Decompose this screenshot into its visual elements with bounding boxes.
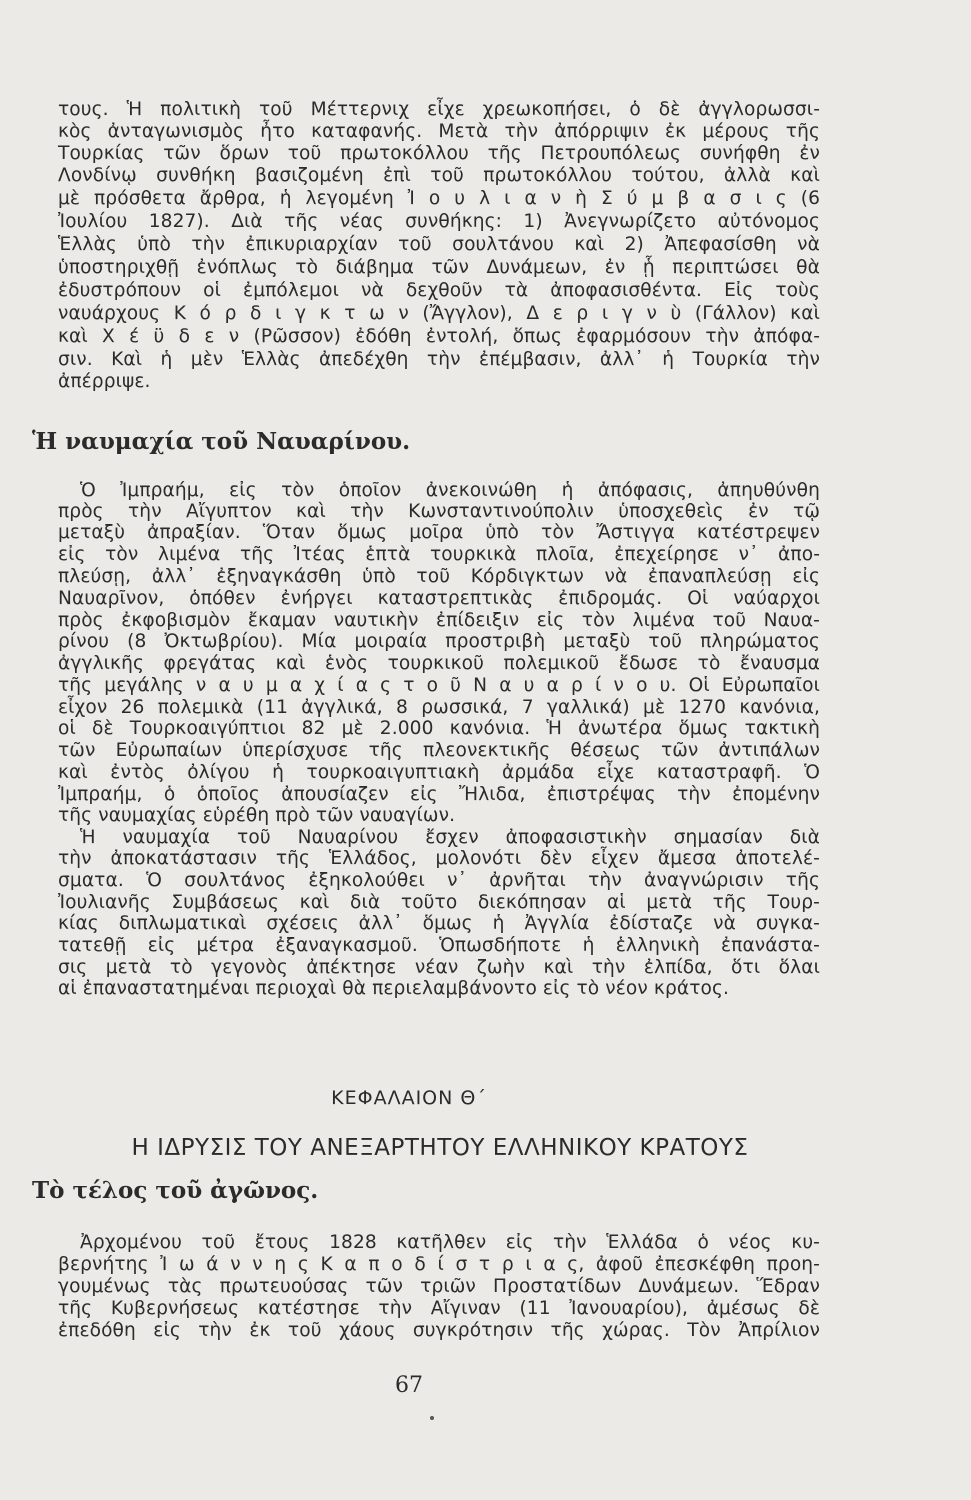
text-line: Ἡ ναυμαχία τοῦ Ναυαρίνου ἔσχεν ἀποφασιστικὴν σημασίαν διὰ <box>80 827 820 848</box>
text-line: καὶ ἐντὸς ὀλίγου ἡ τουρκοαιγυπτιακὴ ἀρμάδα εἶχε καταστραφῆ. Ὁ <box>58 762 820 783</box>
text-line: γουμένως τὰς πρωτευούσας τῶν τριῶν Προστατίδων Δυνάμεων. Ἕδραν <box>58 1276 820 1297</box>
text-line: πρὸς τὴν Αἴγυπτον καὶ τὴν Κωνσταντινούπολιν ὑποσχεθεὶς ἐν τῷ <box>58 501 820 522</box>
text-line: Τουρκίας τῶν ὅρων τοῦ πρωτοκόλλου τῆς Πετρουπόλεως συνήφθη ἐν <box>58 143 820 164</box>
text-line: ἀγγλικῆς φρεγάτας καὶ ἑνὸς τουρκικοῦ πολεμικοῦ ἔδωσε τὸ ἔναυσμα <box>58 653 820 674</box>
text-line: αἱ ἐπαναστατημέναι περιοχαὶ θὰ περιελαμβάνοντο εἰς τὸ νέον κράτος. <box>58 978 729 999</box>
text-line: σιν. Καὶ ἡ μὲν Ἑλλὰς ἀπεδέχθη τὴν ἐπέμβασιν, ἀλλ᾽ ἡ Τουρκία τὴν <box>58 349 820 370</box>
section-heading-navarino: Ἡ ναυμαχία τοῦ Ναυαρίνου. <box>32 428 411 455</box>
text-line: μὲ πρόσθετα ἄρθρα, ἡ λεγομένη Ἰ ο υ λ ι α ν ὴ Σ ύ μ β α σ ι ς (6 <box>58 188 820 209</box>
text-line: Ἰουλιανῆς Συμβάσεως καὶ διὰ τοῦτο διεκόπησαν αἱ μετὰ τῆς Τουρ- <box>58 892 820 913</box>
text-line: ὑποστηριχθῇ ἐνόπλως τὸ διάβημα τῶν Δυνάμεων, ἐν ᾗ περιπτώσει θὰ <box>58 257 820 278</box>
text-line: καὶ Χ έ ϋ δ ε ν (Ρῶσσον) ἐδόθη ἐντολή, ὅπως ἐφαρμόσουν τὴν ἀπόφα- <box>58 326 820 347</box>
text-line: μεταξὺ ἀπραξίαν. Ὅταν ὅμως μοῖρα ὑπὸ τὸν Ἄστιγγα κατέστρεψεν <box>58 522 820 543</box>
text-line: τῆς ναυμαχίας εὑρέθη πρὸ τῶν ναυαγίων. <box>58 805 456 826</box>
text-line: ἀπέρριψε. <box>58 371 151 392</box>
text-line: σις μετὰ τὸ γεγονὸς ἀπέκτησε νέαν ζωὴν καὶ τὴν ἐλπίδα, ὅτι ὅλαι <box>58 957 820 978</box>
text-line: τῆς Κυβερνήσεως κατέστησε τὴν Αἴγιναν (11 Ἰανουαρίου), ἀμέσως δὲ <box>58 1298 820 1319</box>
section-heading-end-of-struggle: Τὸ τέλος τοῦ ἀγῶνος. <box>32 1177 319 1204</box>
text-line: Ὁ Ἰμπραήμ, εἰς τὸν ὁποῖον ἀνεκοινώθη ἡ ἀπόφασις, ἀπηυθύνθη <box>80 480 820 501</box>
text-line: βερνήτης Ἰ ω ά ν ν η ς Κ α π ο δ ί σ τ ρ ι α ς, ἀφοῦ ἐπεσκέφθη προη- <box>58 1254 820 1275</box>
chapter-label: ΚΕΦΑΛΑΙΟΝ Θ΄ <box>331 1087 487 1109</box>
text-line: οἱ δὲ Τουρκοαιγύπτιοι 82 μὲ 2.000 κανόνια. Ἡ ἀνωτέρα ὅμως τακτικὴ <box>58 718 820 739</box>
text-line: Ἰμπραήμ, ὁ ὁποῖος ἀπουσίαζεν εἰς Ἤλιδα, ἐπιστρέψας τὴν ἐπομένην <box>58 784 820 805</box>
page-number: 67 <box>395 1373 423 1398</box>
text-line: τῆς μεγάλης ν α υ μ α χ ί α ς τ ο ῦ Ν α υ α ρ ί ν ο υ. Οἱ Εὐρωπαῖοι <box>58 675 820 696</box>
chapter-title: Η ΙΔΡΥΣΙΣ ΤΟΥ ΑΝΕΞΑΡΤΗΤΟΥ ΕΛΛΗΝΙΚΟΥ ΚΡΑΤΟΥΣ <box>131 1135 749 1161</box>
text-line: πλεύσῃ, ἀλλ᾽ ἐξηναγκάσθη ὑπὸ τοῦ Κόρδιγκτων νὰ ἐπαναπλεύσῃ εἰς <box>58 566 820 587</box>
text-line: Ἑλλὰς ὑπὸ τὴν ἐπικυριαρχίαν τοῦ σουλτάνου καὶ 2) Ἀπεφασίσθη νὰ <box>58 234 820 255</box>
text-line: Ἀρχομένου τοῦ ἔτους 1828 κατῆλθεν εἰς τὴν Ἑλλάδα ὁ νέος κυ- <box>80 1232 820 1253</box>
text-line: τῶν Εὐρωπαίων ὑπερίσχυσε τῆς πλεονεκτικῆς θέσεως τῶν ἀντιπάλων <box>58 740 820 761</box>
text-line: ἐδυστρόπουν οἱ ἐμπόλεμοι νὰ δεχθοῦν τὰ ἀποφασισθέντα. Εἰς τοὺς <box>58 280 820 301</box>
text-line: εἶχον 26 πολεμικὰ (11 ἀγγλικά, 8 ρωσσικά, 7 γαλλικά) μὲ 1270 κανόνια, <box>58 697 820 718</box>
text-line: Ἰουλίου 1827). Διὰ τῆς νέας συνθήκης: 1) Ἀνεγνωρίζετο αὐτόνομος <box>58 211 820 232</box>
text-line: σματα. Ὁ σουλτάνος ἐξηκολούθει ν᾽ ἀρνῆται τὴν ἀναγνώρισιν τῆς <box>58 870 820 891</box>
text-line: ρίνου (8 Ὀκτωβρίου). Μία μοιραία προστριβὴ μεταξὺ τοῦ πληρώματος <box>58 631 820 652</box>
text-line: Λονδίνῳ συνθήκη βασιζομένη ἐπὶ τοῦ πρωτοκόλλου τούτου, ἀλλὰ καὶ <box>58 165 820 186</box>
text-line: τὴν ἀποκατάστασιν τῆς Ἑλλάδος, μολονότι δὲν εἶχεν ἄμεσα ἀποτελέ- <box>58 848 820 869</box>
text-line: Ναυαρῖνον, ὁπόθεν ἐνήργει καταστρεπτικὰς ἐπιδρομάς. Οἱ ναύαρχοι <box>58 588 820 609</box>
text-line: εἰς τὸν λιμένα τῆς Ἰτέας ἑπτὰ τουρκικὰ πλοῖα, ἐπεχείρησε ν᾽ ἀπο- <box>58 544 820 565</box>
print-speck <box>430 1416 434 1420</box>
text-line: πρὸς ἐκφοβισμὸν ἔκαμαν ναυτικὴν ἐπίδειξιν εἰς τὸν λιμένα τοῦ Ναυα- <box>58 610 820 631</box>
text-line: τους. Ἡ πολιτικὴ τοῦ Μέττερνιχ εἶχε χρεωκοπήσει, ὁ δὲ ἀγγλορωσσι- <box>58 99 820 120</box>
text-line: κὸς ἀνταγωνισμὸς ἦτο καταφανής. Μετὰ τὴν ἀπόρριψιν ἐκ μέρους τῆς <box>58 121 820 142</box>
text-line: ἐπεδόθη εἰς τὴν ἐκ τοῦ χάους συγκρότησιν τῆς χώρας. Τὸν Ἀπρίλιον <box>58 1320 820 1341</box>
text-line: κίας διπλωματικαὶ σχέσεις ἀλλ᾽ ὅμως ἡ Ἀγγλία ἐδίσταζε νὰ συγκα- <box>58 913 820 934</box>
text-line: ναυάρχους Κ ό ρ δ ι γ κ τ ω ν (Ἄγγλον), Δ ε ρ ι γ ν ὺ (Γάλλον) καὶ <box>58 303 820 324</box>
text-line: τατεθῇ εἰς μέτρα ἐξαναγκασμοῦ. Ὁπωσδήποτε ἡ ἑλληνικὴ ἐπανάστα- <box>58 935 820 956</box>
